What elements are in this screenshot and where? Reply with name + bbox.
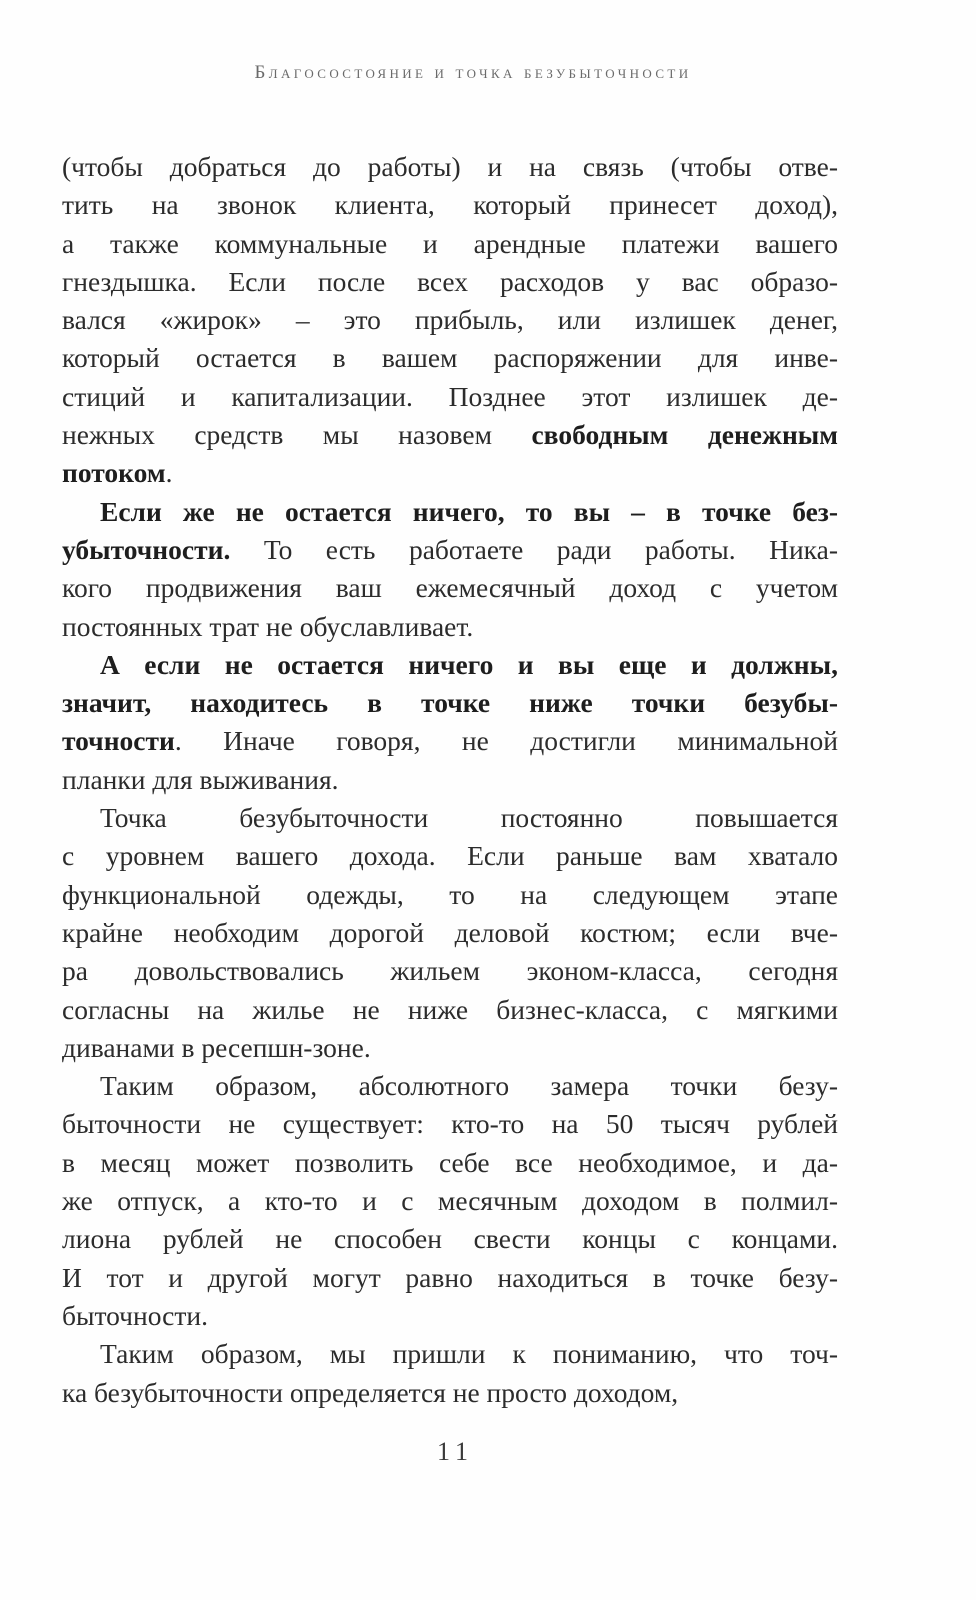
text-line xyxy=(62,1182,838,1220)
page-number: 11 xyxy=(436,1437,475,1466)
text-line xyxy=(62,1297,838,1335)
bold-text: свободным денежным xyxy=(531,419,839,451)
text-span: кого продвижения ваш ежемесячный доход с учетом xyxy=(62,572,838,604)
text-span: (чтобы добраться до работы) и на связь (чтобы отве- xyxy=(62,151,838,182)
text-line xyxy=(62,1105,838,1143)
text-line xyxy=(62,225,838,263)
bold-text: А если не остается ничего и вы еще и должны, xyxy=(100,648,838,680)
text-span: гнездышка. Если после всех расходов у вас образо- xyxy=(62,265,838,297)
text-span: ка безубыточности определяется не просто доходом, xyxy=(62,1376,679,1408)
running-head: Благосостояние и точка безубыточности xyxy=(254,62,692,83)
bold-text: убыточности. xyxy=(62,533,231,565)
text-line xyxy=(62,799,838,837)
text-span: Таким образом, абсолютного замера точки безу- xyxy=(100,1070,838,1102)
text-line xyxy=(62,722,838,760)
text-span: ра довольствовались жильем эконом-класса, сегодня xyxy=(62,955,838,987)
bold-text: значит, находитесь в точке ниже точки безубы- xyxy=(62,687,838,719)
text-span: Точка безубыточности постоянно повышается xyxy=(100,802,838,834)
text-span: Таким образом, мы пришли к пониманию, что точ- xyxy=(100,1338,838,1370)
text-line xyxy=(62,684,838,722)
text-line xyxy=(62,148,838,186)
text-span: нежных средств мы назовем xyxy=(62,419,532,451)
text-span: То есть работаете ради работы. Ника- xyxy=(230,533,838,565)
text-line xyxy=(62,454,838,492)
text-line xyxy=(62,186,838,224)
text-line xyxy=(62,991,838,1029)
text-line xyxy=(62,646,838,684)
text-line xyxy=(62,1144,838,1182)
text-span: функциональной одежды, то на следующем этапе xyxy=(62,878,838,910)
text-span: стиций и капитализации. Позднее этот излишек де- xyxy=(62,380,838,412)
text-span: же отпуск, а кто-то и с месячным доходом в полмил- xyxy=(62,1185,838,1217)
text-span: . Иначе говоря, не достигли минимальной xyxy=(174,725,838,757)
paragraph xyxy=(62,646,838,799)
text-span: диванами в ресепшн-зоне. xyxy=(62,1031,371,1063)
text-line xyxy=(62,876,838,914)
text-span: с уровнем вашего дохода. Если раньше вам хватало xyxy=(62,840,838,872)
paragraph xyxy=(62,148,838,493)
text-span: в месяц может позволить себе все необходимое, и да- xyxy=(62,1146,838,1178)
paragraph xyxy=(62,493,838,646)
text-span: а также коммунальные и арендные платежи вашего xyxy=(62,227,838,259)
text-line xyxy=(62,263,838,301)
text-line xyxy=(62,608,838,646)
text-line xyxy=(62,1220,838,1258)
text-line xyxy=(62,952,838,990)
text-span: который остается в вашем распоряжении для инве- xyxy=(62,342,838,374)
bold-text: точности xyxy=(62,725,175,757)
text-span: лиона рублей не способен свести концы с концами. xyxy=(62,1223,838,1255)
text-line xyxy=(62,1029,838,1067)
bold-text: потоком xyxy=(62,457,166,489)
text-line xyxy=(62,761,838,799)
body-text xyxy=(62,148,838,1412)
text-line xyxy=(62,837,838,875)
text-line xyxy=(62,301,838,339)
paragraph xyxy=(62,1335,838,1412)
text-span: . xyxy=(165,457,173,489)
text-line xyxy=(62,416,838,454)
text-span: тить на звонок клиента, который принесет доход), xyxy=(62,189,838,221)
text-line xyxy=(62,378,838,416)
text-span: И тот и другой могут равно находиться в точке безу- xyxy=(62,1261,838,1293)
text-span: согласны на жилье не ниже бизнес-класса, с мягкими xyxy=(62,993,838,1025)
paragraph xyxy=(62,1067,838,1335)
text-span: вался «жирок» – это прибыль, или излишек денег, xyxy=(62,304,838,336)
text-line xyxy=(62,914,838,952)
text-line xyxy=(62,339,838,377)
text-line xyxy=(62,569,838,607)
text-span: планки для выживания. xyxy=(62,763,339,795)
text-line xyxy=(62,531,838,569)
text-span: крайне необходим дорогой деловой костюм; если вче- xyxy=(62,916,838,948)
text-span: быточности не существует: кто-то на 50 тысяч рублей xyxy=(62,1108,838,1140)
paragraph xyxy=(62,799,838,1067)
text-line xyxy=(62,1335,838,1373)
text-line xyxy=(62,493,838,531)
text-line xyxy=(62,1259,838,1297)
text-span: быточности. xyxy=(62,1299,208,1331)
text-line xyxy=(62,1067,838,1105)
text-span: постоянных трат не обуславливает. xyxy=(62,610,474,642)
bold-text: Если же не остается ничего, то вы – в точке без- xyxy=(100,495,838,527)
text-line xyxy=(62,1374,838,1412)
